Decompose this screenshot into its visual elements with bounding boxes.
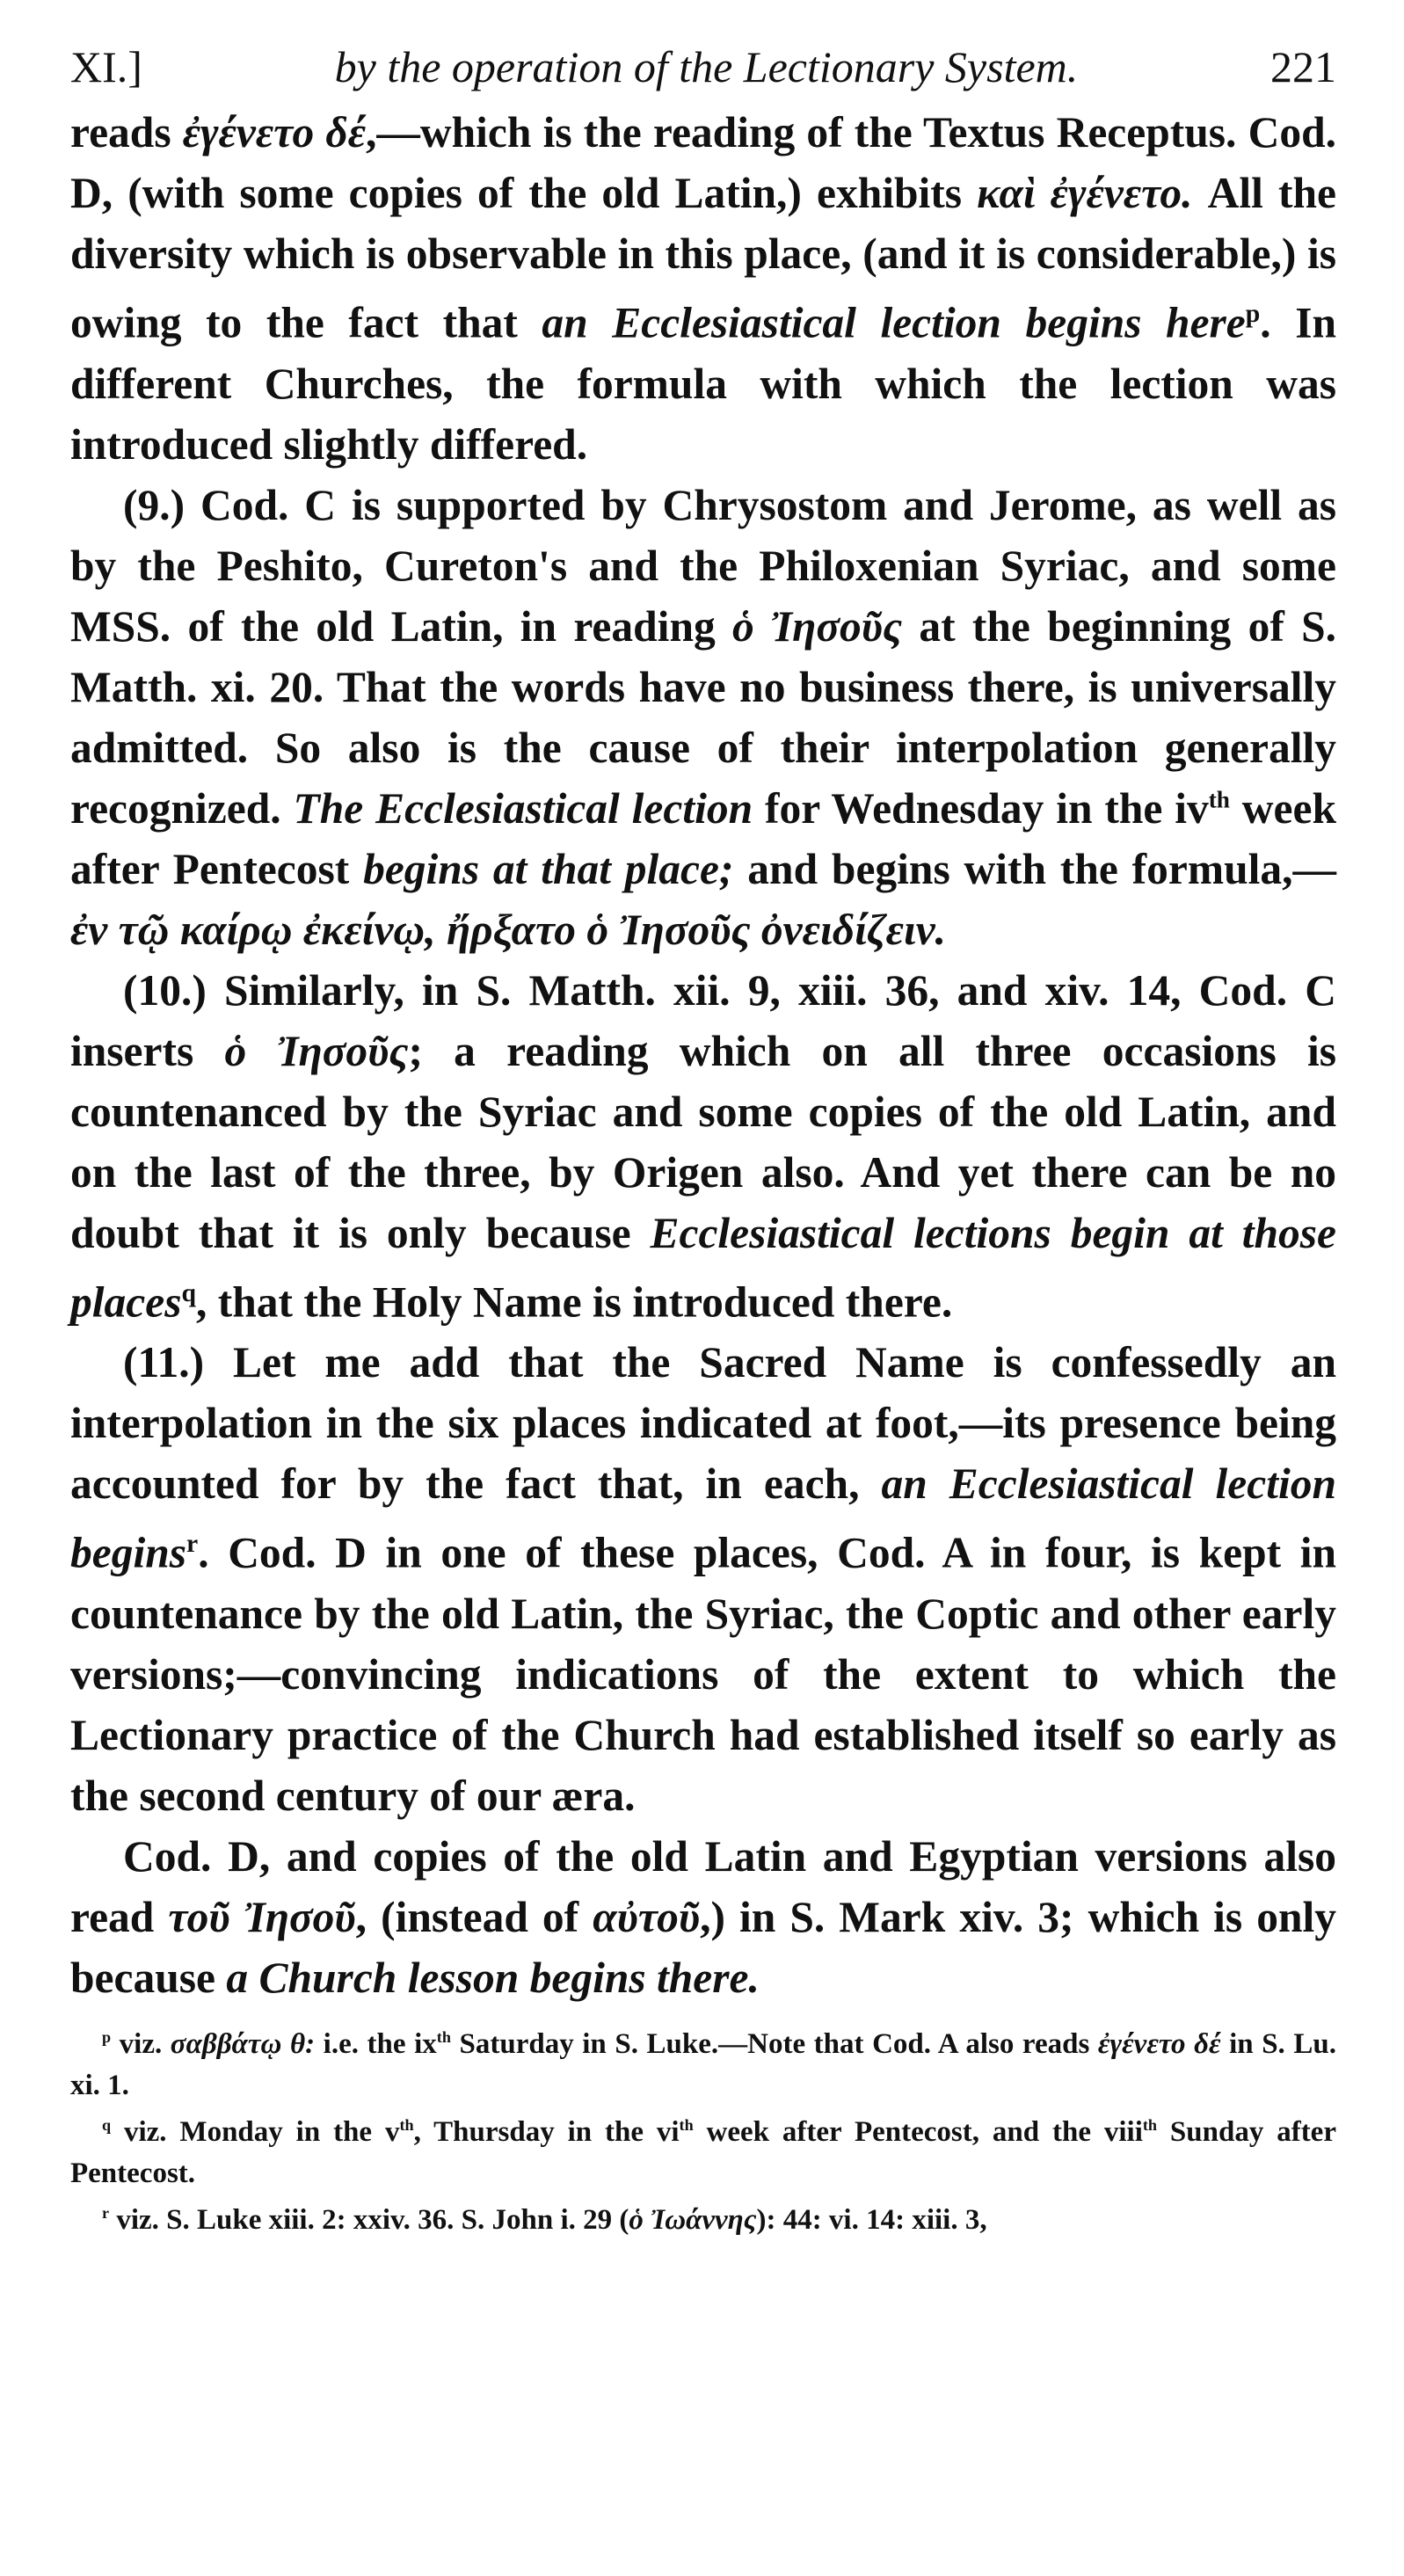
text-run: (10.) Similarly, in S. Matth. xii. 9, xiii. 36, and xiv. 14, Cod. C inserts (70, 965, 1336, 1075)
text-run: viz. (111, 2027, 171, 2060)
text-run: and begins with the formula,— (733, 844, 1336, 893)
greek-text: τοῦ Ἰησοῦ (168, 1892, 356, 1941)
footnote-marker-p[interactable]: p (1245, 300, 1261, 328)
text-run: at the beginning of S. Matth. xi. 20. That the words have no business there, is universally admitted. So also is the cause of their interpolation generally recognized. (70, 601, 1337, 833)
footnotes (70, 2024, 1336, 2241)
text-run: Saturday in S. Luke.—Note that Cod. A also reads (450, 2027, 1098, 2060)
footnote-label: p (102, 2027, 112, 2046)
italic-text: Ecclesiastical lections begin at those places (70, 1208, 1337, 1326)
text-run: ,) in S. Mark xiv. 3; which is only because (70, 1892, 1337, 2002)
text-run: All the diversity which is observable in this place, (and it is considerable,) is owing to the fact that (70, 169, 1336, 347)
greek-text: ἐν τῷ καίρῳ ἐκείνῳ, ἤρξατο ὁ Ἰησοῦς ὀνειδίζειν. (70, 905, 947, 954)
footnote-r (70, 2200, 1336, 2241)
text-run: ; a reading which on all three occasions is countenanced by the Syriac and some copies of the old Latin, and on the last of the three, by Origen also. And yet there can be no doubt that it is only because (70, 1026, 1336, 1257)
text-run: , Thursday in the vi (413, 2115, 680, 2148)
greek-text: σαββάτῳ θ: (170, 2027, 316, 2060)
book-page (70, 35, 1336, 2246)
text-run: in S. Lu. xi. 1. (70, 2027, 1336, 2101)
ordinal-suffix: th (1142, 2115, 1158, 2134)
footnote-label: q (102, 2115, 112, 2134)
ordinal-suffix: th (1208, 786, 1230, 812)
text-run: . Cod. D in one of these places, Cod. A in four, is kept in countenance by the old Latin, the Syriac, the Coptic and other early versions;—convincing indications of the extent to which the Lectionary practice of the Church had established itself so early as the second century of our æra. (70, 1528, 1336, 1820)
ordinal-suffix: th (679, 2115, 694, 2134)
chapter-number: XI.] (70, 42, 142, 91)
text-run: i.e. the ix (315, 2027, 437, 2060)
text-run: viz. Monday in the v (111, 2115, 400, 2148)
text-run: viz. S. Luke xiii. 2: xxiv. 36. S. John i. 29 ( (109, 2203, 629, 2236)
greek-text: ὁ Ἰησοῦς (732, 601, 903, 651)
italic-text: an Ecclesiastical lection begins here (542, 298, 1246, 347)
italic-text: an Ecclesiastical lection begins (70, 1459, 1336, 1577)
ordinal-suffix: th (436, 2027, 451, 2046)
text-run: for Wednesday in the iv (753, 783, 1209, 833)
text-run: ,—which is the reading of the Textus Receptus. Cod. D, (with some copies of the old Latin,) exhibits (70, 108, 1336, 217)
paragraph-4 (70, 1332, 1336, 1826)
footnote-marker-r[interactable]: r (186, 1530, 199, 1558)
text-run: Sunday after Pentecost. (70, 2115, 1336, 2189)
ordinal-suffix: th (399, 2115, 414, 2134)
greek-text: ὁ Ἰησοῦς (224, 1026, 409, 1075)
footnote-q (70, 2112, 1336, 2194)
greek-text: αὐτοῦ (593, 1892, 701, 1941)
text-run: ): 44: vi. 14: xiii. 3, (756, 2203, 987, 2236)
italic-text: begins at that place; (363, 844, 734, 893)
running-title: by the operation of the Lectionary System. (334, 42, 1079, 91)
paragraph-5 (70, 1826, 1336, 2008)
text-run: week after Pentecost (70, 783, 1337, 893)
italic-text: a Church lesson begins there. (226, 1953, 760, 2002)
text-run: , that the Holy Name is introduced there. (195, 1277, 953, 1326)
greek-text: ἐγένετο δέ (1097, 2027, 1221, 2060)
text-run: , (instead of (355, 1892, 593, 1941)
text-run: Cod. D, and copies of the old Latin and Egyptian versions also read (70, 1831, 1336, 1941)
paragraph-1 (70, 102, 1336, 475)
text-run: (9.) Cod. C is supported by Chrysostom and Jerome, as well as by the Peshito, Cureton's and the Philoxenian Syriac, and some MSS. of the old Latin, in reading (70, 480, 1336, 651)
italic-text: The Ecclesiastical lection (293, 783, 753, 833)
greek-text: ἐγένετο δέ (182, 108, 367, 156)
text-run: reads (70, 108, 183, 156)
page-header (70, 35, 1336, 98)
greek-text: καὶ ἐγένετο. (977, 169, 1193, 217)
footnote-label: r (102, 2203, 110, 2222)
text-run: week after Pentecost, and the viii (693, 2115, 1143, 2148)
paragraph-3 (70, 960, 1336, 1333)
body-text (70, 102, 1336, 2008)
text-run: . In different Churches, the formula with which the lection was introduced slightly differed. (70, 298, 1337, 469)
footnote-p (70, 2024, 1336, 2107)
greek-text: ὁ Ἰωάννης (629, 2203, 757, 2236)
page-number: 221 (1269, 42, 1336, 91)
paragraph-2 (70, 475, 1336, 960)
text-run: (11.) Let me add that the Sacred Name is confessedly an interpolation in the six places indicated at foot,—its presence being accounted for by the fact that, in each, (70, 1338, 1336, 1508)
footnote-marker-q[interactable]: q (181, 1278, 196, 1307)
